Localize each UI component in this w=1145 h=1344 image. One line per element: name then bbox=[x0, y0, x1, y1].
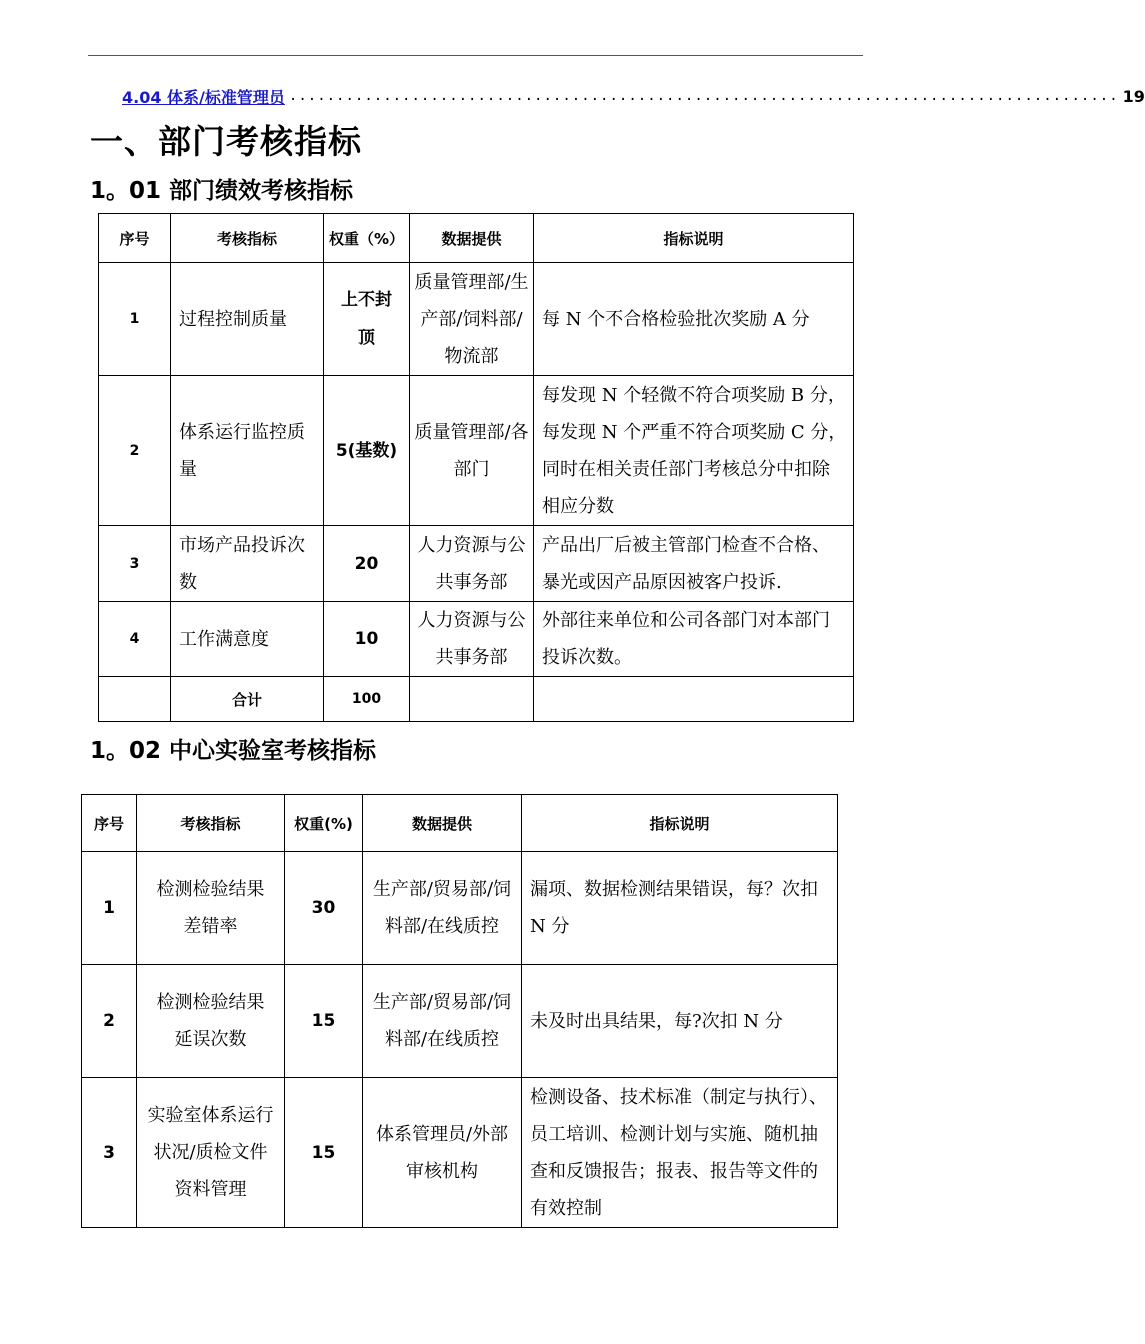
row-number: 3 bbox=[99, 526, 171, 602]
table-header-row bbox=[99, 214, 854, 263]
empty-cell bbox=[99, 677, 171, 722]
weight-cell: 30 bbox=[285, 852, 363, 965]
header-cell: 指标说明 bbox=[534, 214, 854, 263]
row-number: 4 bbox=[99, 602, 171, 677]
toc-entry[interactable] bbox=[122, 84, 1145, 108]
header-cell: 权重（%） bbox=[324, 214, 410, 263]
table-row bbox=[99, 376, 854, 526]
provider-cell: 体系管理员/外部审核机构 bbox=[363, 1078, 522, 1228]
row-number: 2 bbox=[99, 376, 171, 526]
provider-cell: 人力资源与公共事务部 bbox=[410, 602, 534, 677]
header-cell: 考核指标 bbox=[137, 795, 285, 852]
indicator-cell: 工作满意度 bbox=[171, 602, 324, 677]
table-header-row bbox=[82, 795, 838, 852]
row-number: 3 bbox=[82, 1078, 137, 1228]
total-label: 合计 bbox=[171, 677, 324, 722]
row-number: 1 bbox=[99, 263, 171, 376]
table-row bbox=[82, 852, 838, 965]
header-rule bbox=[88, 55, 863, 56]
indicator-cell: 检测检验结果差错率 bbox=[137, 852, 285, 965]
toc-leader-dots: ........................................................................................ bbox=[288, 88, 1119, 104]
total-weight: 100 bbox=[324, 677, 410, 722]
description-cell: 外部往来单位和公司各部门对本部门投诉次数。 bbox=[534, 602, 854, 677]
description-cell: 检测设备、技术标准（制定与执行）、员工培训、检测计划与实施、随机抽查和反馈报告；报表、报告等文件的有效控制 bbox=[522, 1078, 838, 1228]
indicator-cell: 体系运行监控质量 bbox=[171, 376, 324, 526]
section-heading-2: 1。02 中心实验室考核指标 bbox=[90, 738, 377, 764]
provider-cell: 人力资源与公共事务部 bbox=[410, 526, 534, 602]
weight-cell: 15 bbox=[285, 1078, 363, 1228]
department-kpi-table bbox=[98, 213, 854, 722]
description-cell: 未及时出具结果，每?次扣 N 分 bbox=[522, 965, 838, 1078]
header-cell: 数据提供 bbox=[363, 795, 522, 852]
empty-cell bbox=[534, 677, 854, 722]
header-cell: 序号 bbox=[82, 795, 137, 852]
header-cell: 指标说明 bbox=[522, 795, 838, 852]
description-cell: 产品出厂后被主管部门检查不合格、暴光或因产品原因被客户投诉. bbox=[534, 526, 854, 602]
description-cell: 每发现 N 个轻微不符合项奖励 B 分，每发现 N 个严重不符合项奖励 C 分，同时在相关责任部门考核总分中扣除相应分数 bbox=[534, 376, 854, 526]
table-row bbox=[99, 602, 854, 677]
lab-kpi-table bbox=[81, 794, 838, 1228]
header-cell: 序号 bbox=[99, 214, 171, 263]
section-heading-1: 1。01 部门绩效考核指标 bbox=[90, 178, 354, 204]
table-row bbox=[99, 526, 854, 602]
table-row bbox=[99, 263, 854, 376]
toc-entry-link[interactable]: 4.04 体系/标准管理员 bbox=[122, 87, 285, 107]
indicator-cell: 实验室体系运行状况/质检文件资料管理 bbox=[137, 1078, 285, 1228]
header-cell: 考核指标 bbox=[171, 214, 324, 263]
weight-cell: 上不封顶 bbox=[324, 263, 410, 376]
header-cell: 数据提供 bbox=[410, 214, 534, 263]
table-row bbox=[82, 1078, 838, 1228]
provider-cell: 质量管理部/各部门 bbox=[410, 376, 534, 526]
chapter-heading: 一、部门考核指标 bbox=[90, 122, 362, 161]
toc-page-number: 19 bbox=[1122, 86, 1145, 106]
table-total-row bbox=[99, 677, 854, 722]
provider-cell: 生产部/贸易部/饲料部/在线质控 bbox=[363, 852, 522, 965]
weight-cell: 20 bbox=[324, 526, 410, 602]
indicator-cell: 过程控制质量 bbox=[171, 263, 324, 376]
description-cell: 每 N 个不合格检验批次奖励 A 分 bbox=[534, 263, 854, 376]
row-number: 1 bbox=[82, 852, 137, 965]
indicator-cell: 市场产品投诉次数 bbox=[171, 526, 324, 602]
indicator-cell: 检测检验结果延误次数 bbox=[137, 965, 285, 1078]
provider-cell: 生产部/贸易部/饲料部/在线质控 bbox=[363, 965, 522, 1078]
row-number: 2 bbox=[82, 965, 137, 1078]
header-cell: 权重(%) bbox=[285, 795, 363, 852]
empty-cell bbox=[410, 677, 534, 722]
provider-cell: 质量管理部/生产部/饲料部/物流部 bbox=[410, 263, 534, 376]
weight-cell: 15 bbox=[285, 965, 363, 1078]
weight-cell: 5(基数) bbox=[324, 376, 410, 526]
table-row bbox=[82, 965, 838, 1078]
weight-cell: 10 bbox=[324, 602, 410, 677]
description-cell: 漏项、数据检测结果错误，每？次扣 N 分 bbox=[522, 852, 838, 965]
